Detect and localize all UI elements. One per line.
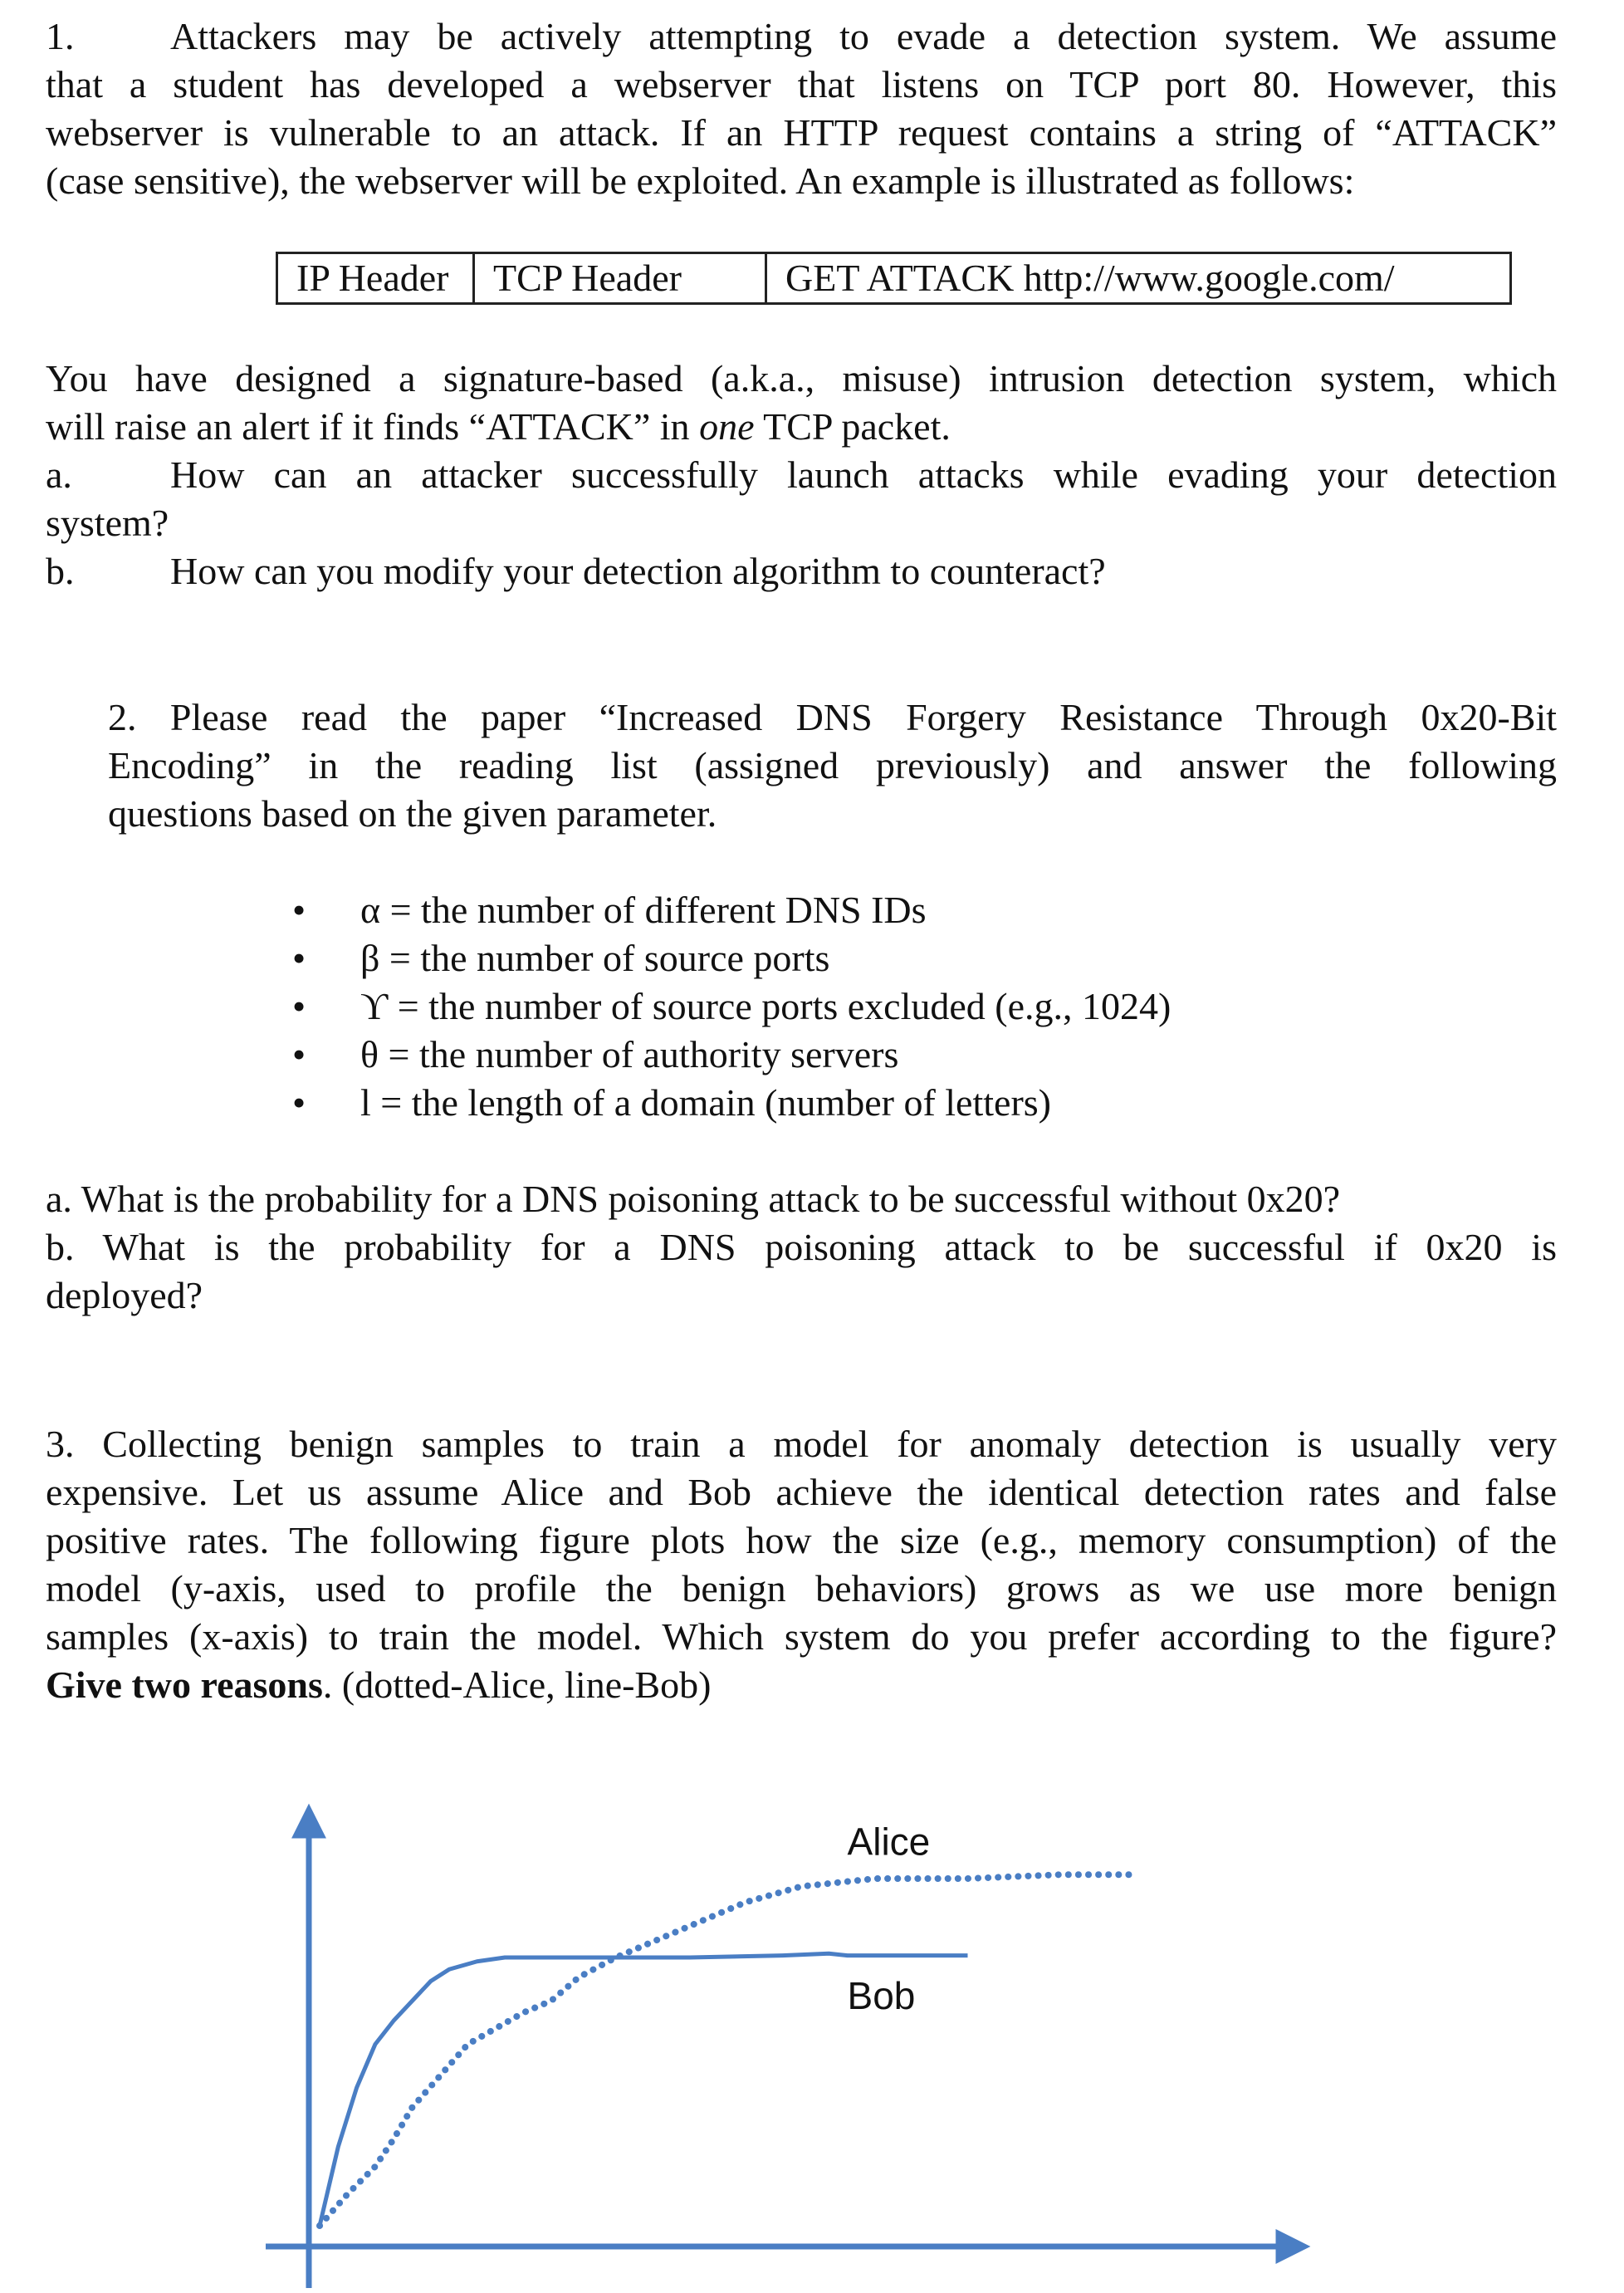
q1-part-b: b. How can you modify your detection algorithm to counteract? [46,550,1106,592]
q2-part-b-line-1: b. What is the probability for a DNS poisoning attack to be successful if 0x20 is [46,1226,1557,1268]
q1-line-1: 1. Attackers may be actively attempting to evade a detection system. We assume [46,12,1557,61]
q3-line-2: expensive. Let us assume Alice and Bob achieve the identical detection rates and false [46,1471,1557,1513]
q3-line-3: positive rates. The following figure plots how the size (e.g., memory consumption) of the [46,1519,1557,1561]
list-item: • α = the number of different DNS IDs [292,889,927,931]
tcp-header-cell: TCP Header [474,253,766,304]
q1-line-2: that a student has developed a webserver that listens on TCP port 80. However, this [46,63,1557,105]
design-line-2: will raise an alert if it finds “ATTACK” in one TCP packet. [46,405,951,448]
list-item: • l = the length of a domain (number of letters) [292,1081,1051,1124]
alice-label: Alice [847,1820,931,1864]
q1-number: 1. [46,15,75,57]
q2-line-1: 2. Please read the paper “Increased DNS Forgery Resistance Through 0x20-Bit [108,696,1557,738]
alice-series-line [320,1874,1134,2226]
q1-part-a-cont: system? [46,502,169,544]
q3-line-5: samples (x-axis) to train the model. Which system do you prefer according to the figure? [46,1615,1557,1658]
q2-part-b-line-2: deployed? [46,1274,203,1316]
q1-part-a: a. How can an attacker successfully launch attacks while evading your detection [46,453,1557,496]
emphasis-one: one [699,405,755,448]
q1-line-4: (case sensitive), the webserver will be exploited. An example is illustrated as follows: [46,159,1355,202]
ip-header-cell: IP Header [277,253,474,304]
q3-line-6: Give two reasons. (dotted-Alice, line-Bob) [46,1663,712,1706]
q2-line-2: Encoding” in the reading list (assigned previously) and answer the following [108,744,1557,786]
list-item: • θ = the number of authority servers [292,1033,899,1075]
design-line-1: You have designed a signature-based (a.k.a., misuse) intrusion detection system, which [46,357,1557,399]
give-two-reasons: Give two reasons [46,1663,323,1706]
q2-line-3: questions based on the given parameter. [108,792,717,835]
q2-part-a: a. What is the probability for a DNS poisoning attack to be successful without 0x20? [46,1178,1341,1220]
q1-line-3: webserver is vulnerable to an attack. If an HTTP request contains a string of “ATTACK” [46,111,1557,154]
q3-line-1: 3. Collecting benign samples to train a model for anomaly detection is usually very [46,1423,1557,1465]
q3-line-4: model (y-axis, used to profile the benign behaviors) grows as we use more benign [46,1567,1557,1610]
list-item: • β = the number of source ports [292,937,830,979]
bob-label: Bob [847,1973,916,2017]
payload-cell: GET ATTACK http://www.google.com/ [766,253,1511,304]
list-item: • ϒ = the number of source ports excluded (e.g., 1024) [292,985,1172,1027]
